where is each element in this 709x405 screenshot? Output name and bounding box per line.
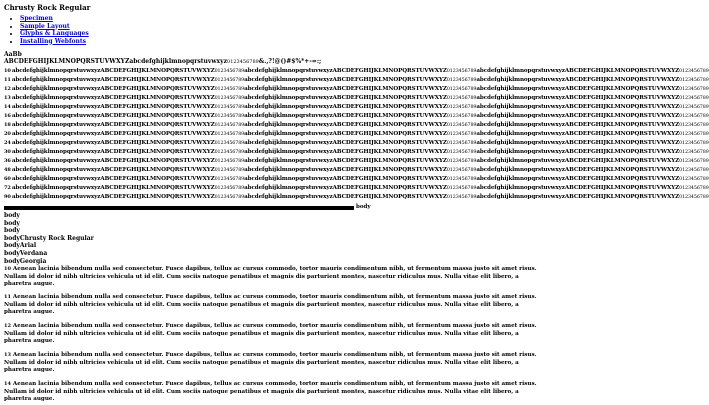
waterfall-size-label: 24: [4, 140, 11, 146]
waterfall-digits: 0123456789: [446, 141, 477, 146]
nav-item-sample-layout: [20, 23, 89, 31]
waterfall-lowercase: abcdefghijklmnopqrstuvwxyz: [11, 149, 101, 155]
layout-sample-item: body: [4, 219, 20, 227]
waterfall-lowercase: abcdefghijklmnopqrstuvwxyz: [476, 86, 565, 92]
waterfall-lowercase: abcdefghijklmnopqrstuvwxyz: [244, 68, 333, 74]
waterfall-row: [4, 157, 709, 166]
waterfall-row: [4, 103, 709, 112]
paragraph-sample: [4, 381, 540, 404]
layout-sample-list: [4, 212, 94, 265]
nav-link-glyphs-languages[interactable]: Glyphs & Languages: [20, 30, 89, 37]
waterfall-lowercase: abcdefghijklmnopqrstuvwxyz: [476, 176, 565, 182]
waterfall-digits: 0123456789: [446, 87, 477, 92]
waterfall-uppercase: ABCDEFGHIJKLMNOPQRSTUVWXYZ: [100, 113, 215, 119]
waterfall-uppercase: ABCDEFGHIJKLMNOPQRSTUVWXYZ: [100, 122, 215, 128]
waterfall-digits: 0123456789: [214, 168, 245, 173]
waterfall-digits: 0123456789: [214, 123, 245, 128]
waterfall-size-label: 14: [4, 104, 11, 110]
waterfall-digits: 0123456789: [679, 168, 709, 173]
waterfall-lowercase: abcdefghijklmnopqrstuvwxyz: [244, 149, 333, 155]
waterfall-size-label: 60: [4, 176, 11, 182]
layout-sample-item: bodyVerdana: [4, 249, 48, 257]
waterfall-uppercase: ABCDEFGHIJKLMNOPQRSTUVWXYZ: [564, 158, 680, 164]
waterfall-digits: 0123456789: [679, 96, 709, 101]
waterfall-uppercase: ABCDEFGHIJKLMNOPQRSTUVWXYZ: [100, 194, 215, 200]
waterfall-uppercase: ABCDEFGHIJKLMNOPQRSTUVWXYZ: [564, 95, 680, 101]
waterfall-uppercase: ABCDEFGHIJKLMNOPQRSTUVWXYZ: [564, 122, 680, 128]
waterfall-lowercase: abcdefghijklmnopqrstuvwxyz: [11, 86, 101, 92]
waterfall-uppercase: ABCDEFGHIJKLMNOPQRSTUVWXYZ: [100, 77, 215, 83]
waterfall-digits: 0123456789: [446, 132, 477, 137]
waterfall-digits: 0123456789: [679, 186, 709, 191]
waterfall-lowercase: abcdefghijklmnopqrstuvwxyz: [476, 113, 565, 119]
paragraph-sample: [4, 266, 540, 289]
waterfall-lowercase: abcdefghijklmnopqrstuvwxyz: [476, 194, 565, 200]
waterfall-lowercase: abcdefghijklmnopqrstuvwxyz: [11, 140, 101, 146]
paragraph-text: Aenean lacinia bibendum nulla sed consectetur. Fusce dapibus, tellus ac cursus commodo, tortor mauris condimentum nibh, ut fermentum massa justo sit amet risus. Nullam id dolor id nibh ultricies vehicula ut id elit. Cum sociis natoque penatibus et magnis dis parturient montes, nascetur ridiculus mus. Nulla vitae elit libero, a pharetra augue.: [4, 294, 537, 316]
waterfall-digits: 0123456789: [679, 87, 709, 92]
paragraph-size-label: 12: [4, 323, 11, 329]
nav-link-sample-layout[interactable]: Sample Layout: [20, 22, 70, 30]
waterfall-lowercase: abcdefghijklmnopqrstuvwxyz: [244, 77, 333, 83]
nav-item-installing-webfonts: [20, 38, 89, 46]
waterfall-uppercase: ABCDEFGHIJKLMNOPQRSTUVWXYZ: [332, 104, 447, 110]
layout-sample-item: bodyChrusty Rock Regular: [4, 234, 94, 242]
waterfall-lowercase: abcdefghijklmnopqrstuvwxyz: [11, 131, 101, 137]
waterfall-digits: 0123456789: [679, 69, 709, 74]
waterfall-uppercase: ABCDEFGHIJKLMNOPQRSTUVWXYZ: [564, 140, 680, 146]
waterfall-lowercase: abcdefghijklmnopqrstuvwxyz: [244, 122, 333, 128]
waterfall-lowercase: abcdefghijklmnopqrstuvwxyz: [244, 86, 333, 92]
waterfall-lowercase: abcdefghijklmnopqrstuvwxyz: [11, 68, 101, 74]
waterfall-uppercase: ABCDEFGHIJKLMNOPQRSTUVWXYZ: [332, 140, 447, 146]
waterfall-row: [4, 67, 709, 76]
waterfall-row: [4, 193, 709, 202]
waterfall-size-label: 12: [4, 86, 11, 92]
waterfall-lowercase: abcdefghijklmnopqrstuvwxyz: [476, 149, 565, 155]
waterfall-digits: 0123456789: [446, 78, 477, 83]
waterfall-lowercase: abcdefghijklmnopqrstuvwxyz: [244, 194, 333, 200]
paragraph-size-label: 14: [4, 381, 11, 387]
waterfall-size-label: 13: [4, 95, 11, 101]
waterfall-digits: 0123456789: [446, 186, 477, 191]
waterfall-uppercase: ABCDEFGHIJKLMNOPQRSTUVWXYZ: [100, 95, 215, 101]
waterfall-digits: 0123456789: [679, 105, 709, 110]
waterfall-uppercase: ABCDEFGHIJKLMNOPQRSTUVWXYZ: [564, 185, 680, 191]
waterfall-digits: 0123456789: [446, 69, 477, 74]
waterfall-lowercase: abcdefghijklmnopqrstuvwxyz: [244, 185, 333, 191]
waterfall-uppercase: ABCDEFGHIJKLMNOPQRSTUVWXYZ: [564, 167, 680, 173]
charset-letters: ABCDEFGHIJKLMNOPQRSTUVWXYZabcdefghijklmnopqrstuvwxyz: [4, 58, 228, 65]
waterfall-row: [4, 175, 709, 184]
paragraph-text: Aenean lacinia bibendum nulla sed consectetur. Fusce dapibus, tellus ac cursus commodo, tortor mauris condimentum nibh, ut fermentum massa justo sit amet risus. Nullam id dolor id nibh ultricies vehicula ut id elit. Cum sociis natoque penatibus et magnis dis parturient montes, nascetur ridiculus mus. Nulla vitae elit libero, a pharetra augue.: [4, 381, 537, 403]
waterfall-uppercase: ABCDEFGHIJKLMNOPQRSTUVWXYZ: [100, 167, 215, 173]
layout-sample-item: bodyGeorgia: [4, 257, 47, 265]
paragraph-text: Aenean lacinia bibendum nulla sed consectetur. Fusce dapibus, tellus ac cursus commodo, tortor mauris condimentum nibh, ut fermentum massa justo sit amet risus. Nullam id dolor id nibh ultricies vehicula ut id elit. Cum sociis natoque penatibus et magnis dis parturient montes, nascetur ridiculus mus. Nulla vitae elit libero, a pharetra augue.: [4, 323, 537, 345]
waterfall-lowercase: abcdefghijklmnopqrstuvwxyz: [476, 122, 565, 128]
waterfall-row: [4, 76, 709, 85]
waterfall-size-label: 30: [4, 149, 11, 155]
waterfall-digits: 0123456789: [214, 195, 245, 200]
paragraph-size-label: 10: [4, 266, 11, 272]
waterfall-row: [4, 166, 709, 175]
waterfall-row: [4, 94, 709, 103]
size-waterfall: [4, 67, 709, 202]
waterfall-bar-row: [4, 203, 540, 212]
waterfall-size-label: 18: [4, 122, 11, 128]
waterfall-size-label: 20: [4, 131, 11, 137]
waterfall-digits: 0123456789: [214, 159, 245, 164]
waterfall-row: [4, 130, 709, 139]
waterfall-lowercase: abcdefghijklmnopqrstuvwxyz: [476, 158, 565, 164]
waterfall-digits: 0123456789: [679, 141, 709, 146]
nav-item-specimen: [20, 15, 89, 23]
waterfall-lowercase: abcdefghijklmnopqrstuvwxyz: [244, 167, 333, 173]
waterfall-lowercase: abcdefghijklmnopqrstuvwxyz: [11, 77, 101, 83]
waterfall-uppercase: ABCDEFGHIJKLMNOPQRSTUVWXYZ: [564, 149, 680, 155]
waterfall-uppercase: ABCDEFGHIJKLMNOPQRSTUVWXYZ: [332, 95, 447, 101]
waterfall-digits: 0123456789: [679, 195, 709, 200]
waterfall-uppercase: ABCDEFGHIJKLMNOPQRSTUVWXYZ: [564, 131, 680, 137]
waterfall-size-label: 10: [4, 68, 11, 74]
layout-sample-item: bodyArial: [4, 242, 37, 250]
waterfall-row: [4, 112, 709, 121]
waterfall-uppercase: ABCDEFGHIJKLMNOPQRSTUVWXYZ: [332, 131, 447, 137]
paragraph-text: Aenean lacinia bibendum nulla sed consectetur. Fusce dapibus, tellus ac cursus commodo, tortor mauris condimentum nibh, ut fermentum massa justo sit amet risus. Nullam id dolor id nibh ultricies vehicula ut id elit. Cum sociis natoque penatibus et magnis dis parturient montes, nascetur ridiculus mus. Nulla vitae elit libero, a pharetra augue.: [4, 266, 537, 288]
waterfall-size-label: 90: [4, 194, 11, 200]
waterfall-uppercase: ABCDEFGHIJKLMNOPQRSTUVWXYZ: [332, 68, 447, 74]
waterfall-row: [4, 184, 709, 193]
waterfall-uppercase: ABCDEFGHIJKLMNOPQRSTUVWXYZ: [564, 77, 680, 83]
paragraph-sample: [4, 323, 540, 346]
waterfall-digits: 0123456789: [446, 195, 477, 200]
page-title: Chrusty Rock Regular: [4, 3, 91, 12]
waterfall-uppercase: ABCDEFGHIJKLMNOPQRSTUVWXYZ: [564, 68, 680, 74]
specimen-sample-short: AaBb: [4, 51, 22, 58]
waterfall-lowercase: abcdefghijklmnopqrstuvwxyz: [476, 131, 565, 137]
waterfall-size-label: 36: [4, 158, 11, 164]
waterfall-lowercase: abcdefghijklmnopqrstuvwxyz: [476, 104, 565, 110]
waterfall-lowercase: abcdefghijklmnopqrstuvwxyz: [244, 176, 333, 182]
waterfall-lowercase: abcdefghijklmnopqrstuvwxyz: [11, 167, 101, 173]
waterfall-lowercase: abcdefghijklmnopqrstuvwxyz: [476, 185, 565, 191]
waterfall-uppercase: ABCDEFGHIJKLMNOPQRSTUVWXYZ: [564, 113, 680, 119]
waterfall-digits: 0123456789: [214, 87, 245, 92]
waterfall-lowercase: abcdefghijklmnopqrstuvwxyz: [244, 95, 333, 101]
waterfall-digits: 0123456789: [214, 114, 245, 119]
waterfall-digits: 0123456789: [214, 132, 245, 137]
waterfall-digits: 0123456789: [446, 150, 477, 155]
nav-menu: [20, 15, 89, 45]
nav-link-installing-webfonts[interactable]: Installing Webfonts: [20, 37, 87, 45]
waterfall-digits: 0123456789: [446, 114, 477, 119]
waterfall-uppercase: ABCDEFGHIJKLMNOPQRSTUVWXYZ: [100, 176, 215, 182]
waterfall-uppercase: ABCDEFGHIJKLMNOPQRSTUVWXYZ: [332, 149, 447, 155]
paragraph-size-label: 13: [4, 352, 11, 358]
paragraph-sample: [4, 352, 540, 375]
waterfall-uppercase: ABCDEFGHIJKLMNOPQRSTUVWXYZ: [332, 86, 447, 92]
waterfall-lowercase: abcdefghijklmnopqrstuvwxyz: [11, 113, 101, 119]
waterfall-lowercase: abcdefghijklmnopqrstuvwxyz: [11, 176, 101, 182]
waterfall-digits: 0123456789: [214, 78, 245, 83]
waterfall-lowercase: abcdefghijklmnopqrstuvwxyz: [244, 104, 333, 110]
waterfall-lowercase: abcdefghijklmnopqrstuvwxyz: [476, 68, 565, 74]
waterfall-lowercase: abcdefghijklmnopqrstuvwxyz: [11, 122, 101, 128]
waterfall-lowercase: abcdefghijklmnopqrstuvwxyz: [244, 113, 333, 119]
nav-item-glyphs-languages: [20, 30, 89, 38]
waterfall-uppercase: ABCDEFGHIJKLMNOPQRSTUVWXYZ: [332, 176, 447, 182]
waterfall-digits: 0123456789: [446, 177, 477, 182]
waterfall-uppercase: ABCDEFGHIJKLMNOPQRSTUVWXYZ: [100, 68, 215, 74]
waterfall-digits: 0123456789: [214, 96, 245, 101]
waterfall-lowercase: abcdefghijklmnopqrstuvwxyz: [244, 131, 333, 137]
layout-sample-item: body: [4, 227, 20, 235]
waterfall-digits: 0123456789: [214, 186, 245, 191]
waterfall-lowercase: abcdefghijklmnopqrstuvwxyz: [11, 104, 101, 110]
waterfall-uppercase: ABCDEFGHIJKLMNOPQRSTUVWXYZ: [332, 185, 447, 191]
waterfall-digits: 0123456789: [214, 141, 245, 146]
waterfall-uppercase: ABCDEFGHIJKLMNOPQRSTUVWXYZ: [332, 158, 447, 164]
waterfall-row: [4, 139, 709, 148]
waterfall-lowercase: abcdefghijklmnopqrstuvwxyz: [476, 167, 565, 173]
waterfall-uppercase: ABCDEFGHIJKLMNOPQRSTUVWXYZ: [332, 167, 447, 173]
layout-sample-item: body: [4, 212, 20, 219]
waterfall-uppercase: ABCDEFGHIJKLMNOPQRSTUVWXYZ: [100, 185, 215, 191]
waterfall-digits: 0123456789: [214, 105, 245, 110]
paragraph-size-label: 11: [4, 294, 11, 300]
overflow-bar: [4, 206, 354, 210]
bar-label: body: [356, 204, 371, 210]
charset-symbols: &.,?!@()#$%*+-=:;: [258, 58, 322, 65]
waterfall-digits: 0123456789: [679, 177, 709, 182]
waterfall-digits: 0123456789: [214, 69, 245, 74]
waterfall-lowercase: abcdefghijklmnopqrstuvwxyz: [11, 95, 101, 101]
nav-link-specimen[interactable]: Specimen: [20, 15, 53, 22]
waterfall-digits: 0123456789: [446, 123, 477, 128]
waterfall-uppercase: ABCDEFGHIJKLMNOPQRSTUVWXYZ: [564, 86, 680, 92]
waterfall-digits: 0123456789: [446, 168, 477, 173]
waterfall-lowercase: abcdefghijklmnopqrstuvwxyz: [476, 140, 565, 146]
waterfall-row: [4, 85, 709, 94]
waterfall-lowercase: abcdefghijklmnopqrstuvwxyz: [11, 158, 101, 164]
waterfall-digits: 0123456789: [679, 159, 709, 164]
specimen-charset: [4, 58, 321, 65]
waterfall-uppercase: ABCDEFGHIJKLMNOPQRSTUVWXYZ: [100, 131, 215, 137]
waterfall-digits: 0123456789: [679, 114, 709, 119]
waterfall-uppercase: ABCDEFGHIJKLMNOPQRSTUVWXYZ: [332, 113, 447, 119]
waterfall-uppercase: ABCDEFGHIJKLMNOPQRSTUVWXYZ: [332, 194, 447, 200]
waterfall-size-label: 48: [4, 167, 11, 173]
waterfall-digits: 0123456789: [446, 96, 477, 101]
waterfall-row: [4, 121, 709, 130]
charset-numbers: 0123456789: [227, 59, 259, 65]
waterfall-digits: 0123456789: [214, 150, 245, 155]
waterfall-lowercase: abcdefghijklmnopqrstuvwxyz: [476, 77, 565, 83]
paragraph-text: Aenean lacinia bibendum nulla sed consectetur. Fusce dapibus, tellus ac cursus commodo, tortor mauris condimentum nibh, ut fermentum massa justo sit amet risus. Nullam id dolor id nibh ultricies vehicula ut id elit. Cum sociis natoque penatibus et magnis dis parturient montes, nascetur ridiculus mus. Nulla vitae elit libero, a pharetra augue.: [4, 352, 537, 374]
waterfall-uppercase: ABCDEFGHIJKLMNOPQRSTUVWXYZ: [100, 158, 215, 164]
waterfall-digits: 0123456789: [679, 123, 709, 128]
paragraph-sample: [4, 294, 540, 317]
waterfall-size-label: 16: [4, 113, 11, 119]
waterfall-lowercase: abcdefghijklmnopqrstuvwxyz: [476, 95, 565, 101]
waterfall-uppercase: ABCDEFGHIJKLMNOPQRSTUVWXYZ: [100, 104, 215, 110]
waterfall-digits: 0123456789: [679, 132, 709, 137]
waterfall-digits: 0123456789: [446, 105, 477, 110]
waterfall-lowercase: abcdefghijklmnopqrstuvwxyz: [244, 158, 333, 164]
waterfall-uppercase: ABCDEFGHIJKLMNOPQRSTUVWXYZ: [332, 77, 447, 83]
waterfall-uppercase: ABCDEFGHIJKLMNOPQRSTUVWXYZ: [100, 86, 215, 92]
waterfall-uppercase: ABCDEFGHIJKLMNOPQRSTUVWXYZ: [564, 104, 680, 110]
waterfall-lowercase: abcdefghijklmnopqrstuvwxyz: [11, 194, 101, 200]
waterfall-uppercase: ABCDEFGHIJKLMNOPQRSTUVWXYZ: [100, 149, 215, 155]
waterfall-uppercase: ABCDEFGHIJKLMNOPQRSTUVWXYZ: [100, 140, 215, 146]
waterfall-uppercase: ABCDEFGHIJKLMNOPQRSTUVWXYZ: [564, 194, 680, 200]
waterfall-row: [4, 148, 709, 157]
waterfall-lowercase: abcdefghijklmnopqrstuvwxyz: [11, 185, 101, 191]
waterfall-uppercase: ABCDEFGHIJKLMNOPQRSTUVWXYZ: [564, 176, 680, 182]
waterfall-uppercase: ABCDEFGHIJKLMNOPQRSTUVWXYZ: [332, 122, 447, 128]
waterfall-size-label: 11: [4, 77, 11, 83]
waterfall-digits: 0123456789: [679, 150, 709, 155]
waterfall-digits: 0123456789: [446, 159, 477, 164]
waterfall-digits: 0123456789: [679, 78, 709, 83]
waterfall-lowercase: abcdefghijklmnopqrstuvwxyz: [244, 140, 333, 146]
waterfall-size-label: 72: [4, 185, 11, 191]
waterfall-digits: 0123456789: [214, 177, 245, 182]
